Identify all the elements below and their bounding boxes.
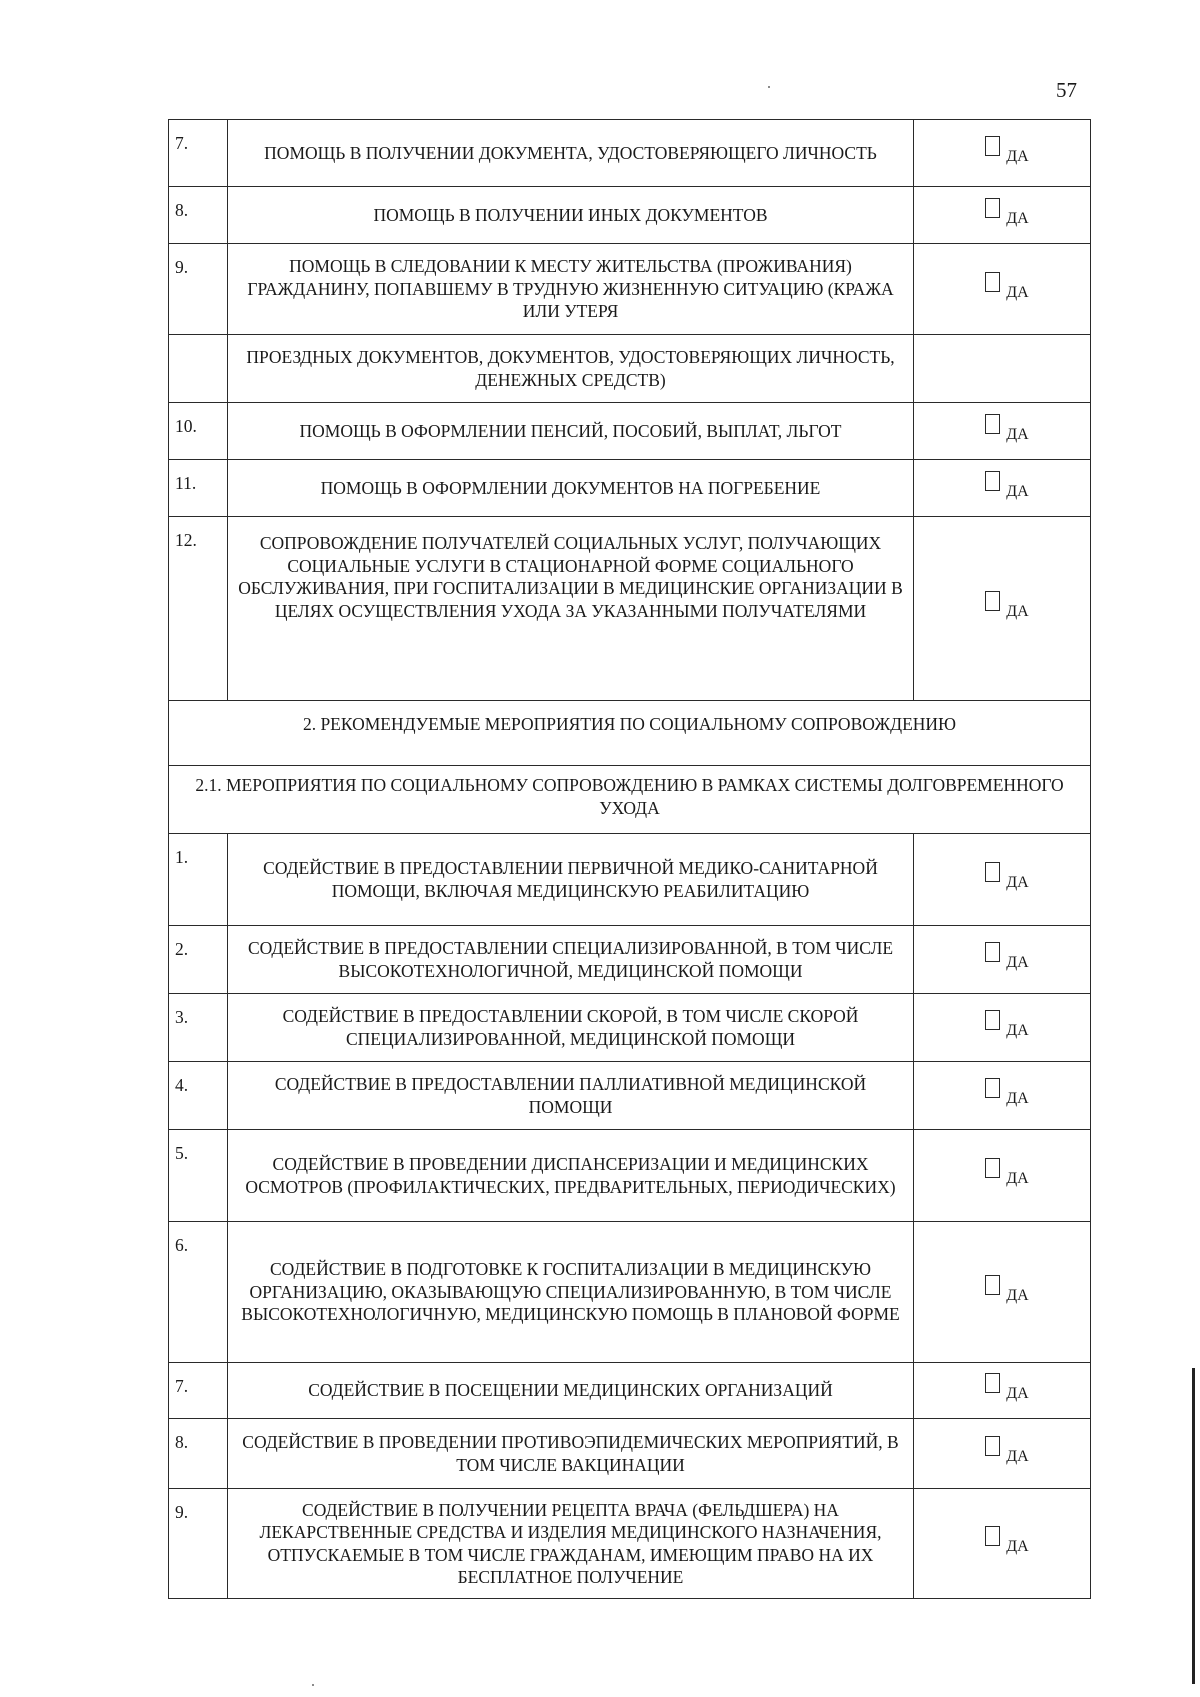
- row-text: ПОМОЩЬ В ПОЛУЧЕНИИ ДОКУМЕНТА, УДОСТОВЕРЯЮЩЕГО ЛИЧНОСТЬ: [228, 120, 914, 187]
- table-row: [169, 926, 1091, 994]
- row-text: ПОМОЩЬ В ОФОРМЛЕНИИ ПЕНСИЙ, ПОСОБИЙ, ВЫПЛАТ, ЛЬГОТ: [228, 403, 914, 460]
- services-table: [168, 119, 1091, 1599]
- row-number: 8.: [169, 187, 228, 244]
- checkbox-label: ДА: [1006, 1170, 1029, 1188]
- section-header-row: [169, 766, 1091, 834]
- row-number: 8.: [169, 1419, 228, 1489]
- row-text: СОДЕЙСТВИЕ В ПРЕДОСТАВЛЕНИИ ПЕРВИЧНОЙ МЕДИКО-САНИТАРНОЙ ПОМОЩИ, ВКЛЮЧАЯ МЕДИЦИНСКУЮ РЕАБИЛИТАЦИЮ: [228, 834, 914, 926]
- checkbox[interactable]: [985, 1078, 1000, 1098]
- checkbox-cell[interactable]: [914, 1419, 1091, 1489]
- checkbox[interactable]: [985, 414, 1000, 434]
- row-number: 1.: [169, 834, 228, 926]
- table-row: [169, 187, 1091, 244]
- checkbox[interactable]: [985, 1158, 1000, 1178]
- table-row: [169, 1419, 1091, 1489]
- checkbox-label: ДА: [1006, 1090, 1029, 1108]
- section-2-title: 2. РЕКОМЕНДУЕМЫЕ МЕРОПРИЯТИЯ ПО СОЦИАЛЬНОМУ СОПРОВОЖДЕНИЮ: [169, 701, 1091, 766]
- checkbox[interactable]: [985, 1010, 1000, 1030]
- checkbox-label: ДА: [1006, 283, 1029, 301]
- row-number: 10.: [169, 403, 228, 460]
- checkbox-cell[interactable]: [914, 187, 1091, 244]
- row-number: 3.: [169, 994, 228, 1062]
- checkbox-label: ДА: [1006, 147, 1029, 165]
- checkbox[interactable]: [985, 198, 1000, 218]
- table-row: [169, 1222, 1091, 1363]
- checkbox-label: ДА: [1006, 209, 1029, 227]
- page-number: 57: [1056, 78, 1077, 102]
- checkbox-label: ДА: [1006, 1538, 1029, 1556]
- table-row: [169, 1363, 1091, 1419]
- checkbox-cell[interactable]: [914, 120, 1091, 187]
- checkbox-cell[interactable]: [914, 1363, 1091, 1419]
- row-text: ПРОЕЗДНЫХ ДОКУМЕНТОВ, ДОКУМЕНТОВ, УДОСТОВЕРЯЮЩИХ ЛИЧНОСТЬ, ДЕНЕЖНЫХ СРЕДСТВ): [228, 335, 914, 403]
- checkbox-cell[interactable]: [914, 1062, 1091, 1130]
- row-text: СОДЕЙСТВИЕ В ПОДГОТОВКЕ К ГОСПИТАЛИЗАЦИИ В МЕДИЦИНСКУЮ ОРГАНИЗАЦИЮ, ОКАЗЫВАЮЩУЮ СПЕЦИАЛИЗИРОВАННУЮ, В ТОМ ЧИСЛЕ ВЫСОКОТЕХНОЛОГИЧНУЮ, МЕДИЦИНСКУЮ ПОМОЩЬ В ПЛАНОВОЙ ФОРМЕ: [228, 1222, 914, 1363]
- row-text: ПОМОЩЬ В ОФОРМЛЕНИИ ДОКУМЕНТОВ НА ПОГРЕБЕНИЕ: [228, 460, 914, 517]
- row-number: 9.: [169, 244, 228, 335]
- row-text: СОДЕЙСТВИЕ В ПРЕДОСТАВЛЕНИИ СКОРОЙ, В ТОМ ЧИСЛЕ СКОРОЙ СПЕЦИАЛИЗИРОВАННОЙ, МЕДИЦИНСКОЙ ПОМОЩИ: [228, 994, 914, 1062]
- checkbox[interactable]: [985, 272, 1000, 292]
- row-text: СОДЕЙСТВИЕ В ПРЕДОСТАВЛЕНИИ СПЕЦИАЛИЗИРОВАННОЙ, В ТОМ ЧИСЛЕ ВЫСОКОТЕХНОЛОГИЧНОЙ, МЕДИЦИНСКОЙ ПОМОЩИ: [228, 926, 914, 994]
- checkbox[interactable]: [985, 1373, 1000, 1393]
- checkbox[interactable]: [985, 862, 1000, 882]
- checkbox-label: ДА: [1006, 482, 1029, 500]
- checkbox-label: ДА: [1006, 1286, 1029, 1304]
- row-number: 5.: [169, 1130, 228, 1222]
- table-row: [169, 1062, 1091, 1130]
- table-row: [169, 403, 1091, 460]
- row-number: 6.: [169, 1222, 228, 1363]
- row-number: 9.: [169, 1489, 228, 1599]
- table-row: [169, 120, 1091, 187]
- checkbox-label: ДА: [1006, 1385, 1029, 1403]
- checkbox-cell[interactable]: [914, 1130, 1091, 1222]
- checkbox-cell[interactable]: [914, 244, 1091, 335]
- checkbox-cell[interactable]: [914, 994, 1091, 1062]
- checkbox[interactable]: [985, 942, 1000, 962]
- checkbox-label: ДА: [1006, 954, 1029, 972]
- checkbox-cell[interactable]: [914, 403, 1091, 460]
- table-row: [169, 244, 1091, 335]
- checkbox[interactable]: [985, 136, 1000, 156]
- row-number: 4.: [169, 1062, 228, 1130]
- checkbox-cell[interactable]: [914, 1222, 1091, 1363]
- row-text: ПОМОЩЬ В ПОЛУЧЕНИИ ИНЫХ ДОКУМЕНТОВ: [228, 187, 914, 244]
- row-number: 11.: [169, 460, 228, 517]
- scan-speck: [312, 1684, 314, 1686]
- table-row: [169, 834, 1091, 926]
- table-row: [169, 1130, 1091, 1222]
- table-row: [169, 335, 1091, 403]
- row-text: ПОМОЩЬ В СЛЕДОВАНИИ К МЕСТУ ЖИТЕЛЬСТВА (ПРОЖИВАНИЯ) ГРАЖДАНИНУ, ПОПАВШЕМУ В ТРУДНУЮ ЖИЗНЕННУЮ СИТУАЦИЮ (КРАЖА ИЛИ УТЕРЯ: [228, 244, 914, 335]
- checkbox-cell[interactable]: [914, 926, 1091, 994]
- row-text: СОДЕЙСТВИЕ В ПРОВЕДЕНИИ ДИСПАНСЕРИЗАЦИИ И МЕДИЦИНСКИХ ОСМОТРОВ (ПРОФИЛАКТИЧЕСКИХ, ПРЕДВАРИТЕЛЬНЫХ, ПЕРИОДИЧЕСКИХ): [228, 1130, 914, 1222]
- row-number: 7.: [169, 1363, 228, 1419]
- table-row: [169, 994, 1091, 1062]
- row-text: СОДЕЙСТВИЕ В ПРЕДОСТАВЛЕНИИ ПАЛЛИАТИВНОЙ МЕДИЦИНСКОЙ ПОМОЩИ: [228, 1062, 914, 1130]
- checkbox[interactable]: [985, 591, 1000, 611]
- row-text: СОДЕЙСТВИЕ В ПРОВЕДЕНИИ ПРОТИВОЭПИДЕМИЧЕСКИХ МЕРОПРИЯТИЙ, В ТОМ ЧИСЛЕ ВАКЦИНАЦИИ: [228, 1419, 914, 1489]
- scan-edge-mark: [1192, 1368, 1195, 1684]
- table-row: [169, 517, 1091, 701]
- row-text: СОДЕЙСТВИЕ В ПОЛУЧЕНИИ РЕЦЕПТА ВРАЧА (ФЕЛЬДШЕРА) НА ЛЕКАРСТВЕННЫЕ СРЕДСТВА И ИЗДЕЛИЯ МЕДИЦИНСКОГО НАЗНАЧЕНИЯ, ОТПУСКАЕМЫЕ В ТОМ ЧИСЛЕ ГРАЖДАНАМ, ИМЕЮЩИМ ПРАВО НА ИХ БЕСПЛАТНОЕ ПОЛУЧЕНИЕ: [228, 1489, 914, 1599]
- row-text: СОДЕЙСТВИЕ В ПОСЕЩЕНИИ МЕДИЦИНСКИХ ОРГАНИЗАЦИЙ: [228, 1363, 914, 1419]
- checkbox-label: ДА: [1006, 1022, 1029, 1040]
- row-number: 2.: [169, 926, 228, 994]
- checkbox-label: ДА: [1006, 874, 1029, 892]
- section-header-row: [169, 701, 1091, 766]
- checkbox-cell[interactable]: [914, 517, 1091, 701]
- scan-speck: [768, 86, 770, 88]
- table-row: [169, 460, 1091, 517]
- checkbox[interactable]: [985, 1436, 1000, 1456]
- section-2-1-title: 2.1. МЕРОПРИЯТИЯ ПО СОЦИАЛЬНОМУ СОПРОВОЖДЕНИЮ В РАМКАХ СИСТЕМЫ ДОЛГОВРЕМЕННОГО УХОДА: [169, 766, 1091, 834]
- checkbox-cell[interactable]: [914, 834, 1091, 926]
- checkbox-cell[interactable]: [914, 460, 1091, 517]
- checkbox-label: ДА: [1006, 603, 1029, 621]
- checkbox[interactable]: [985, 471, 1000, 491]
- row-number: 7.: [169, 120, 228, 187]
- empty-cell: [914, 335, 1091, 403]
- checkbox[interactable]: [985, 1526, 1000, 1546]
- checkbox-label: ДА: [1006, 1448, 1029, 1466]
- row-number: 12.: [169, 517, 228, 701]
- row-number: [169, 335, 228, 403]
- checkbox-cell[interactable]: [914, 1489, 1091, 1599]
- checkbox[interactable]: [985, 1275, 1000, 1295]
- table-row: [169, 1489, 1091, 1599]
- row-text: СОПРОВОЖДЕНИЕ ПОЛУЧАТЕЛЕЙ СОЦИАЛЬНЫХ УСЛУГ, ПОЛУЧАЮЩИХ СОЦИАЛЬНЫЕ УСЛУГИ В СТАЦИОНАРНОЙ ФОРМЕ СОЦИАЛЬНОГО ОБСЛУЖИВАНИЯ, ПРИ ГОСПИТАЛИЗАЦИИ В МЕДИЦИНСКИЕ ОРГАНИЗАЦИИ В ЦЕЛЯХ ОСУЩЕСТВЛЕНИЯ УХОДА ЗА УКАЗАННЫМИ ПОЛУЧАТЕЛЯМИ: [228, 517, 914, 701]
- checkbox-label: ДА: [1006, 425, 1029, 443]
